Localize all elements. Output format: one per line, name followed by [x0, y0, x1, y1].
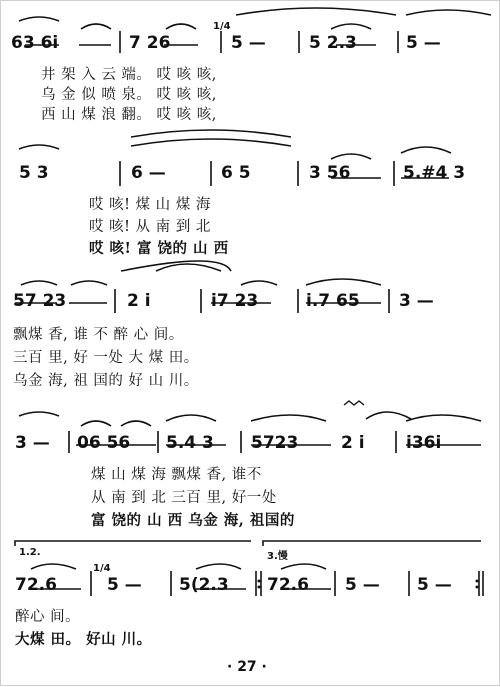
ending-3-bracket-label: 3.慢	[267, 551, 288, 562]
system1-notes-m4: 5 2.3	[309, 33, 357, 53]
system4-notes-m5: 2 i	[341, 433, 365, 453]
page-number: · 27 ·	[227, 659, 267, 675]
system1-lyric-verse1: 井 架 入 云 端。 哎 咳 咳,	[41, 67, 217, 83]
system5-lyric-verse1: 醉心 间。	[15, 609, 81, 625]
system5-notes-m5: 5 —	[345, 575, 380, 595]
system4-lyric-verse1: 煤 山 煤 海 飘煤 香, 谁不	[91, 467, 262, 483]
system4-notes-m2: 06 56	[77, 433, 131, 453]
system1-notes-m2: 7 26	[129, 33, 171, 53]
system4-lyric-verse3: 富 饶的 山 西 乌金 海, 祖国的	[91, 512, 295, 529]
system2-lyric-verse3: 哎 咳! 富 饶的 山 西	[89, 240, 229, 257]
system4-notes-m6: i36i	[406, 433, 442, 453]
system5-notes-m4: 72.6	[267, 575, 309, 595]
system3-notes-m5: 3 —	[399, 291, 434, 311]
system2-notes-m5: 5.#4 3	[403, 163, 466, 183]
system5-notes-m6: 5 —	[417, 575, 452, 595]
system2-notes-m4: 3 56	[309, 163, 351, 183]
system3-notes-m1: 57 23	[13, 291, 67, 311]
system2-notes-m1: 5 3	[19, 163, 49, 183]
system2-notes-m3: 6 5	[221, 163, 251, 183]
system3-notes-m4: i.7 65	[306, 291, 360, 311]
system1-lyric-verse2: 乌 金 似 喷 泉。 哎 咳 咳,	[41, 87, 217, 103]
system3-lyric-verse3: 乌金 海, 祖 国的 好 山 川。	[13, 373, 199, 389]
ending-1-2-bracket-label: 1.2.	[19, 547, 41, 558]
system2-lyric-verse2: 哎 咳! 从 南 到 北	[89, 219, 211, 235]
system4-notes-m3: 5.4 3	[166, 433, 214, 453]
system1-time-signature: 1/4	[213, 21, 231, 32]
system4-lyric-verse2: 从 南 到 北 三百 里, 好一处	[91, 490, 277, 506]
system3-notes-m2: 2 i	[127, 291, 151, 311]
system1-notes-m5: 5 —	[406, 33, 441, 53]
system5-notes-m3: 5(2.3	[179, 575, 229, 595]
system1-notes-m1: 63 6i	[11, 33, 59, 53]
system4-notes-m1: 3 —	[15, 433, 50, 453]
system3-lyric-verse1: 飘煤 香, 谁 不 醉 心 间。	[13, 327, 184, 343]
system3-lyric-verse2: 三百 里, 好 一处 大 煤 田。	[13, 350, 199, 366]
system5-notes-m1: 72.6	[15, 575, 57, 595]
system1-lyric-verse3: 西 山 煤 浪 翻。 哎 咳 咳,	[41, 107, 217, 123]
system2-notes-m2: 6 —	[131, 163, 166, 183]
system1-notes-m3: 5 —	[231, 33, 266, 53]
system4-notes-m4: 5723	[251, 433, 299, 453]
system5-lyric-verse2: 大煤 田。 好山 川。	[15, 631, 152, 648]
system2-lyric-verse1: 哎 咳! 煤 山 煤 海	[89, 197, 211, 213]
system5-time-signature: 1/4	[93, 563, 111, 574]
system5-notes-m2: 5 —	[107, 575, 142, 595]
system3-notes-m3: i7 23	[211, 291, 259, 311]
